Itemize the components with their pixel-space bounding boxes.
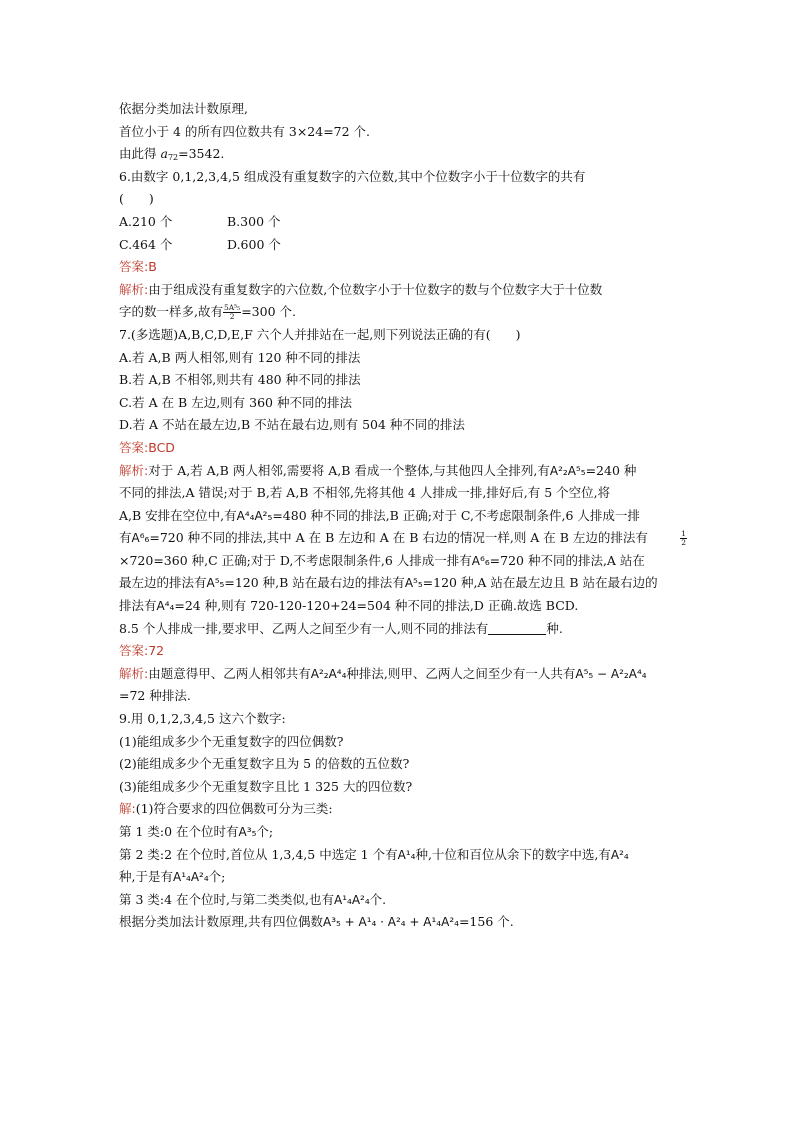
- solution-label: 解:: [119, 801, 136, 817]
- option-d: D.若 A 不站在最左边,B 不站在最右边,则有 504 种不同的排法: [119, 417, 465, 433]
- analysis-label: 解析:: [119, 281, 149, 297]
- formula: A⁵₅: [206, 576, 225, 591]
- analysis-label: 解析:: [119, 462, 149, 478]
- variable-a: a: [160, 146, 168, 162]
- question-6-options-row-2: [119, 234, 679, 257]
- formula: A⁴₄A²₅: [236, 508, 273, 523]
- question-6-options-row-1: [119, 211, 679, 234]
- formula: A²₂A⁴₄: [310, 666, 347, 681]
- analysis-line: =72 种排法.: [119, 688, 191, 704]
- fraction: $\frac{1}{2}$: [681, 529, 686, 548]
- fraction: $\frac{\text{5A⁵₅}}{2}$: [223, 303, 241, 322]
- question-9-solution: 解:(1)符合要求的四位偶数可分为三类:: [119, 801, 333, 817]
- question-9-part-3: (3)能组成多少个无重复数字且比 1 325 大的四位数?: [119, 778, 413, 794]
- solution-line: 根据分类加法计数原理,共有四位偶数A³₅ + A¹₄ · A²₄ + A¹₄A²₄=156 个.: [119, 914, 514, 930]
- answer-label: 答案:: [119, 439, 149, 455]
- question-8-analysis: 解析:由题意得甲、乙两人相邻共有A²₂A⁴₄种排法,则甲、乙两人之间至少有一人共有A⁵₅ − A²₂A⁴₄: [119, 665, 647, 681]
- question-7-answer: [119, 437, 679, 460]
- formula: A¹₄A²₄: [172, 870, 209, 885]
- solution-line: 第 1 类:0 在个位时有A³₅个;: [119, 824, 274, 839]
- analysis-line: ×720=360 种,C 正确;对于 D,不考虑限制条件,6 人排成一排有A⁶₆=720 种不同的排法,A 站在: [119, 552, 645, 568]
- formula: A³₅: [238, 825, 257, 839]
- text-line: 首位小于 4 的所有四位数共有 3×24=72 个.: [119, 123, 371, 139]
- question-8-stem: 8.5 个人排成一排,要求甲、乙两人之间至少有一人,则不同的排法有 种.: [119, 620, 563, 636]
- formula: A¹₄A²₄: [334, 892, 370, 907]
- text-line: 依据分类加法计数原理,: [119, 101, 248, 116]
- formula: A⁵₅: [404, 576, 423, 591]
- question-7-stem: 7.(多选题)A,B,C,D,E,F 六个人并排站在一起,则下列说法正确的有( ): [119, 326, 521, 342]
- option-c: C.若 A 在 B 左边,则有 360 种不同的排法: [119, 394, 352, 410]
- text-line: 由此得 $a_{72}=3542$.: [119, 146, 225, 163]
- question-6-analysis: 解析:由于组成没有重复数字的六位数,个位数字小于十位数字的数与个位数字大于十位数: [119, 281, 603, 297]
- option-b: B.若 A,B 不相邻,则共有 480 种不同的排法: [119, 372, 361, 388]
- answer-value: BCD: [148, 439, 175, 455]
- question-8-answer: [119, 640, 679, 663]
- question-6-analysis-cont: 字的数一样多,故有 $\frac{\text{5A⁵₅}}{2}$ =300 个.: [119, 303, 296, 322]
- answer-value: 72: [148, 643, 165, 659]
- formula: A¹₄: [397, 847, 416, 862]
- question-6-answer: [119, 256, 679, 279]
- formula: A²₂A⁵₅: [549, 463, 586, 478]
- solution-line: 第 2 类:2 在个位时,首位从 1,3,4,5 中选定 1 个有A¹₄种,十位和百位从余下的数字中选,有A²₄: [119, 846, 629, 862]
- document-content: [119, 98, 686, 934]
- analysis-label: 解析:: [119, 665, 149, 681]
- formula: A⁵₅ − A²₂A⁴₄: [575, 666, 647, 681]
- formula: A²₄: [610, 847, 629, 862]
- answer-value: B: [148, 259, 157, 275]
- question-9-part-1: (1)能组成多少个无重复数字的四位偶数?: [119, 733, 344, 749]
- formula: A⁶₆: [131, 531, 150, 546]
- question-6-stem: 6.由数字 0,1,2,3,4,5 组成没有重复数字的六位数,其中个位数字小于十位数字的共有: [119, 168, 586, 184]
- option-a: A.若 A,B 两人相邻,则有 120 种不同的排法: [119, 349, 361, 365]
- solution-line: 种,于是有A¹₄A²₄个;: [119, 869, 226, 885]
- question-9-stem: 9.用 0,1,2,3,4,5 这六个数字:: [119, 711, 286, 727]
- analysis-line: A,B 安排在空位中,有A⁴₄A²₅=480 种不同的排法,B 正确;对于 C,不考虑限制条件,6 人排成一排: [119, 507, 640, 523]
- fill-blank: [488, 622, 546, 635]
- question-7-analysis: 解析:对于 A,若 A,B 两人相邻,需要将 A,B 看成一个整体,与其他四人全排列,有A²₂A⁵₅=240 种: [119, 462, 637, 478]
- option-b: B.300 个: [227, 213, 281, 229]
- analysis-line: 最左边的排法有A⁵₅=120 种,B 站在最右边的排法有A⁵₅=120 种,A 站在最左边且 B 站在最右边的: [119, 575, 658, 591]
- analysis-line: 排法有A⁴₄=24 种,则有 720-120-120+24=504 种不同的排法,D 正确.故选 BCD.: [119, 598, 579, 614]
- option-d: D.600 个: [227, 236, 281, 252]
- formula: A³₅ + A¹₄ · A²₄ + A¹₄A²₄: [322, 915, 459, 930]
- formula: A⁶₆: [471, 553, 490, 568]
- option-c: C.464 个: [119, 236, 173, 252]
- answer-paren: ( ): [119, 191, 154, 207]
- solution-line: 第 3 类:4 在个位时,与第二类类似,也有A¹₄A²₄个.: [119, 891, 387, 907]
- option-a: A.210 个: [119, 213, 173, 229]
- formula: A⁴₄: [156, 599, 175, 614]
- answer-label: 答案:: [119, 643, 149, 659]
- question-9-part-2: (2)能组成多少个无重复数字且为 5 的倍数的五位数?: [119, 756, 410, 772]
- answer-label: 答案:: [119, 259, 149, 275]
- analysis-line: 有A⁶₆=720 种不同的排法,其中 A 在 B 左边和 A 在 B 右边的情况一样,则 A 在 B 左边的排法有 $\frac{1}{2}$: [119, 529, 686, 548]
- analysis-line: 不同的排法,A 错误;对于 B,若 A,B 不相邻,先将其他 4 人排成一排,排好后,有 5 个空位,将: [119, 485, 611, 501]
